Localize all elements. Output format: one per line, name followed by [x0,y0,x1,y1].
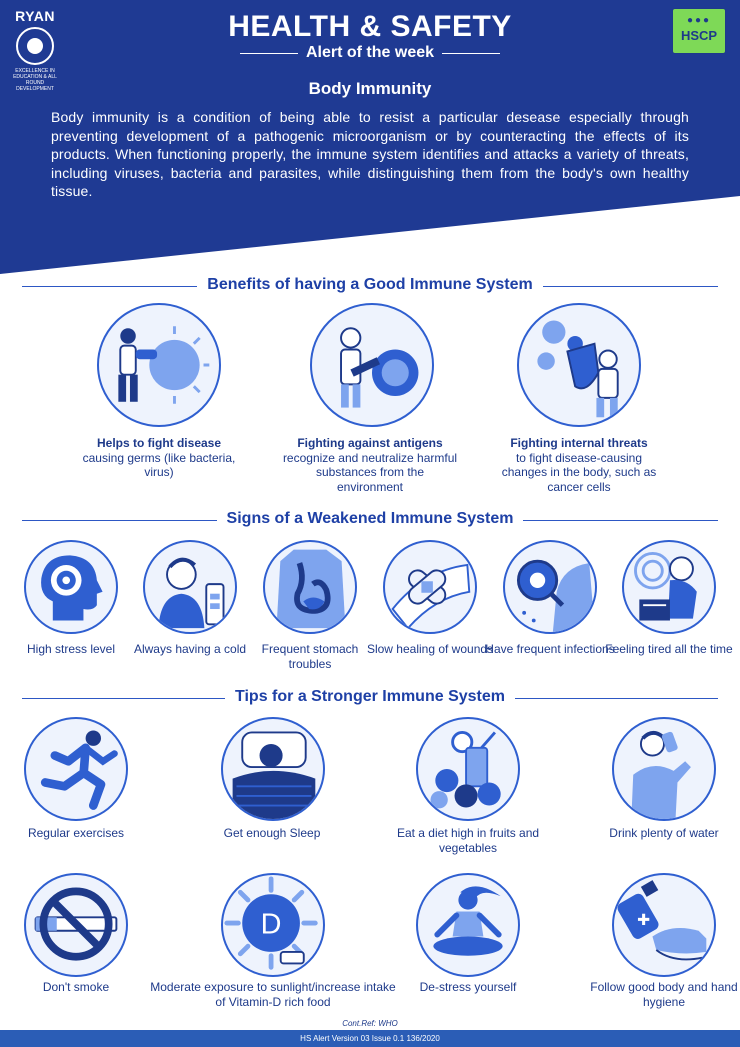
sign-label-stomach: Frequent stomach troubles [261,642,359,671]
sign-icon-tired [622,540,716,634]
sign-label-tired: Feeling tired all the time [605,642,733,656]
tip-label-water: Drink plenty of water [609,826,719,840]
stomach-icon [265,542,355,632]
tip-icon-sleep [221,717,325,821]
header-band [0,0,740,280]
runner-icon [26,719,126,819]
signs-heading-row [22,510,718,530]
tip-icon-exercise [24,717,128,821]
tip-icon-water [612,717,716,821]
tip-label-exercise: Regular exercises [27,826,125,840]
tip-icon-destress [416,873,520,977]
sign-label-stress: High stress level [26,642,116,656]
tip-label-sunlight: Moderate exposure to sunlight/increase intake of Vitamin-D rich food [150,980,396,1009]
tip-label-no-smoking: Don't smoke [42,980,110,994]
benefit-label-internal-threats [494,436,664,494]
drinking-water-icon [614,719,714,819]
sign-icon-wounds [383,540,477,634]
sign-icon-infections [503,540,597,634]
vitamin-d-letter: D [260,908,282,941]
topic-heading: Body Immunity [308,79,432,98]
sign-label-wounds: Slow healing of wounds [366,642,494,656]
tip-label-hygiene: Follow good body and hand hygiene [590,980,738,1009]
tip-label-diet: Eat a diet high in fruits and vegetables [396,826,540,855]
tips-heading-row [22,688,718,708]
benefit-icon-fight-disease [97,303,221,427]
benefit-title: Fighting internal threats [510,436,648,450]
tip-icon-hygiene [612,873,716,977]
sign-icon-stress [24,540,118,634]
benefit-title: Fighting against antigens [297,436,443,450]
benefits-heading: Benefits of having a Good Immune System [197,276,542,294]
sign-icon-stomach [263,540,357,634]
tip-icon-diet [416,717,520,821]
fruits-juice-icon [418,719,518,819]
benefit-icon-internal-threats [517,303,641,427]
footer-bar [0,1030,740,1047]
sleeping-person-icon [223,719,323,819]
sign-label-cold: Always having a cold [133,642,247,656]
sign-label-infections: Have frequent infections [485,642,615,656]
tips-heading: Tips for a Stronger Immune System [225,688,515,706]
tip-label-sleep: Get enough Sleep [223,826,321,840]
tip-label-destress: De-stress yourself [419,980,517,994]
sneezing-person-icon [145,542,235,632]
reference-credit: Cont.Ref: WHO [342,1019,398,1028]
benefit-text: recognize and neutralize harmful substances from the environment [282,450,458,494]
boxer-virus-icon [99,305,219,425]
version-text: HS Alert Version 03 Issue 0.1 136/2020 [300,1034,440,1043]
benefits-heading-row [22,276,718,296]
benefit-title: Helps to fight disease [96,436,222,450]
sign-icon-cold [143,540,237,634]
people-icon: ●●● [686,15,712,26]
ryan-tagline: EXCELLENCE IN EDUCATION & ALL ROUND DEVELOPMENT [13,68,57,92]
hscp-text: HSCP [680,28,718,43]
benefit-text: causing germs (like bacteria, virus) [82,450,236,479]
tired-person-icon [624,542,714,632]
page-subtitle: Alert of the week [240,44,500,62]
benefit-icon-antigens [310,303,434,427]
no-smoking-icon [26,875,126,975]
sun-vitamin-d-icon [223,875,323,975]
infection-magnifier-icon [505,542,595,632]
bandage-icon [385,542,475,632]
scientist-syringe-icon [312,305,432,425]
signs-heading: Signs of a Weakened Immune System [217,510,524,528]
ryan-brand-text: RYAN [15,8,55,24]
benefit-label-fight-disease [79,436,239,480]
meditation-icon [418,875,518,975]
intro-paragraph: Body immunity is a condition of being able to resist a particular desease especially through preventing development of a pathogenic microorganism or by counteracting the effects of its products. When functioning properly, the immune system identifies and attacks a variety of threats, including viruses, bacteria and parasites, while distinguishing them from the body's own healthy tissue. [51,109,689,199]
stress-head-icon [26,542,116,632]
page-title: HEALTH & SAFETY [228,10,512,43]
benefit-label-antigens [282,436,458,494]
hand-sanitizer-icon [614,875,714,975]
tip-icon-sunlight [221,873,325,977]
shield-knight-icon [519,305,639,425]
svg-text:✚: ✚ [637,912,650,929]
tip-icon-no-smoking [24,873,128,977]
benefit-text: to fight disease-causing changes in the body, such as cancer cells [501,450,657,494]
